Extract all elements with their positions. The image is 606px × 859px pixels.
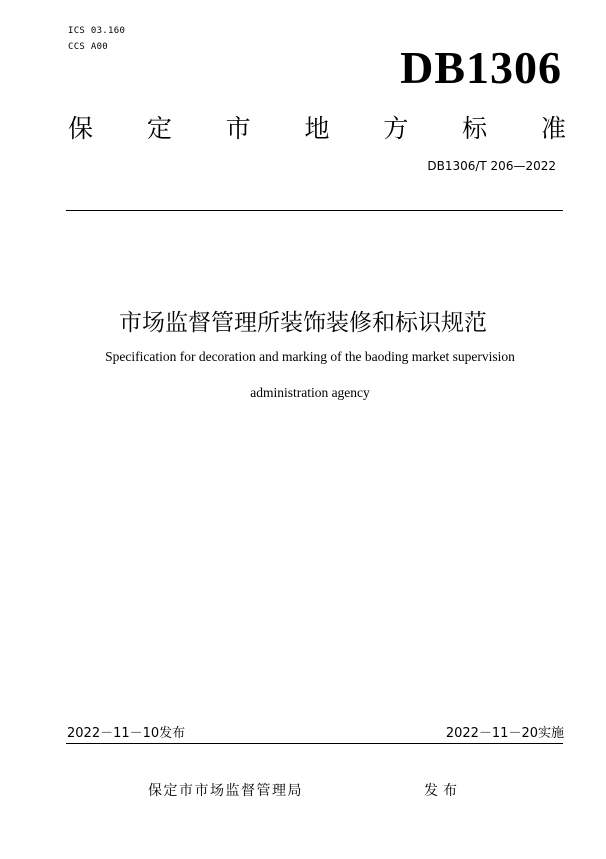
standard-code: DB1306	[400, 42, 562, 93]
standard-name-char: 定	[146, 114, 172, 143]
standard-name-char: 市	[225, 114, 251, 143]
implementation-date: 2022－11－20实施	[445, 726, 564, 741]
issue-date: 2022－11－10发布	[67, 726, 186, 741]
document-title-en-line2: administration agency	[250, 385, 370, 400]
bottom-divider	[66, 743, 563, 744]
standard-name-char: 准	[540, 114, 566, 143]
standard-name-char: 标	[462, 114, 488, 143]
issuing-authority: 保定市市场监督管理局	[148, 783, 303, 799]
standard-number: DB1306/T 206—2022	[427, 159, 556, 173]
standard-name-char: 地	[304, 114, 330, 143]
ccs-code: CCS A00	[68, 42, 109, 52]
issue-label: 发布	[424, 783, 462, 799]
ics-code: ICS 03.160	[68, 26, 126, 36]
standard-name-char: 保	[68, 114, 94, 143]
document-title-en-line1: Specification for decoration and marking of the baoding market supervision	[105, 349, 515, 364]
standard-name-char: 方	[383, 114, 409, 143]
top-divider	[66, 210, 563, 211]
standard-name	[68, 110, 566, 144]
document-title-cn: 市场监督管理所装饰装修和标识规范	[119, 310, 487, 336]
